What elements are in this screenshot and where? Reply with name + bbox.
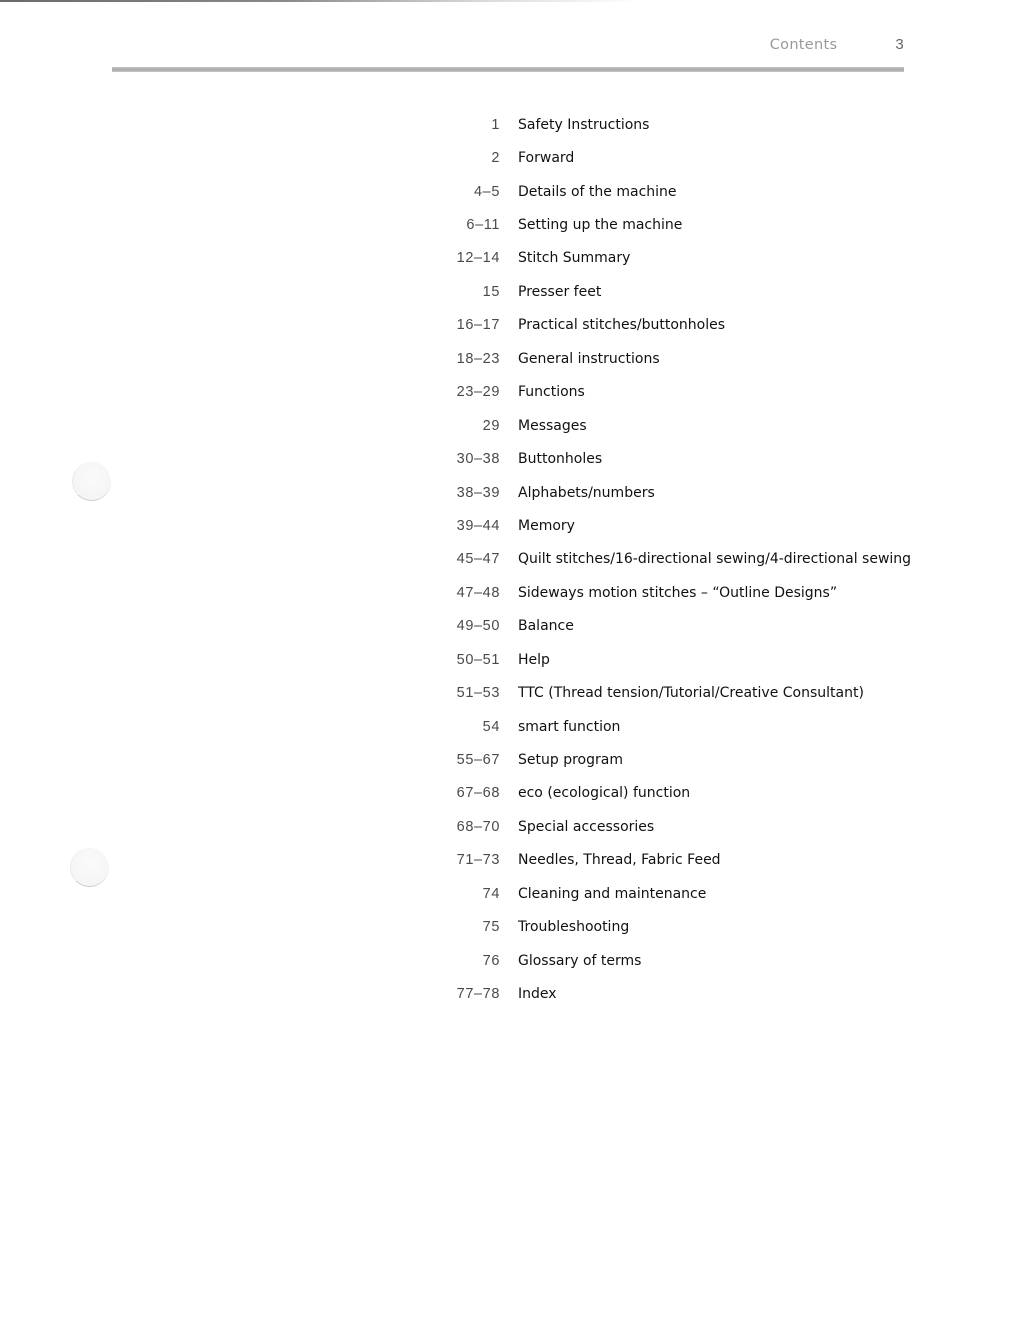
- table-of-contents: [420, 108, 940, 1011]
- toc-entry-title: smart function: [518, 718, 621, 735]
- toc-entry-title: Help: [518, 651, 550, 668]
- toc-entry-title: Forward: [518, 150, 575, 167]
- toc-entry-title: Memory: [518, 517, 575, 534]
- toc-entry: [420, 509, 940, 542]
- toc-entry: [420, 108, 940, 141]
- toc-page-range: 50–51: [456, 651, 500, 668]
- toc-entry: [420, 911, 940, 944]
- header-rule: [112, 67, 904, 72]
- toc-entry-title: Practical stitches/buttonholes: [518, 317, 725, 334]
- punch-hole: [72, 462, 111, 501]
- toc-page-range: 2: [491, 150, 500, 167]
- toc-page-range: 77–78: [456, 986, 500, 1003]
- toc-page-range: 49–50: [456, 618, 500, 635]
- toc-entry: [420, 208, 940, 241]
- toc-entry-title: Functions: [518, 384, 585, 401]
- toc-entry: [420, 476, 940, 509]
- toc-page-range: 16–17: [456, 317, 500, 334]
- toc-entry: [420, 810, 940, 843]
- toc-entry-title: Quilt stitches/16-directional sewing/4-directional sewing: [518, 551, 912, 568]
- toc-entry: [420, 610, 940, 643]
- toc-entry: [420, 175, 940, 208]
- toc-entry: [420, 710, 940, 743]
- toc-page-range: 23–29: [456, 384, 500, 401]
- toc-page-range: 29: [482, 417, 500, 434]
- toc-entry-title: Glossary of terms: [518, 952, 642, 969]
- toc-page-range: 51–53: [456, 685, 500, 702]
- toc-page-range: 71–73: [456, 852, 500, 869]
- toc-entry-title: Buttonholes: [518, 451, 603, 468]
- toc-entry: [420, 442, 940, 475]
- toc-page-range: 55–67: [456, 752, 500, 769]
- toc-page-range: 74: [482, 885, 500, 902]
- toc-entry: [420, 977, 940, 1010]
- section-title: Contents: [769, 37, 838, 53]
- toc-entry: [420, 376, 940, 409]
- toc-page-range: 18–23: [456, 350, 500, 367]
- toc-page-range: 39–44: [456, 517, 500, 534]
- toc-entry: [420, 844, 940, 877]
- toc-page-range: 6–11: [466, 217, 500, 234]
- toc-entry-title: Cleaning and maintenance: [518, 885, 707, 902]
- toc-entry-title: Details of the machine: [518, 183, 677, 200]
- toc-entry-title: General instructions: [518, 350, 660, 367]
- toc-entry: [420, 409, 940, 442]
- toc-entry-title: eco (ecological) function: [518, 785, 691, 802]
- toc-page-range: 4–5: [474, 183, 500, 200]
- toc-entry: [420, 576, 940, 609]
- toc-entry-title: Safety Instructions: [518, 116, 650, 133]
- toc-entry-title: Alphabets/numbers: [518, 484, 655, 501]
- toc-page-range: 47–48: [456, 584, 500, 601]
- toc-entry: [420, 743, 940, 776]
- running-head: [770, 36, 904, 53]
- toc-entry-title: Messages: [518, 417, 587, 434]
- toc-entry: [420, 676, 940, 709]
- toc-entry-title: Setting up the machine: [518, 217, 683, 234]
- toc-entry: [420, 242, 940, 275]
- toc-page-range: 68–70: [456, 818, 500, 835]
- toc-page-range: 1: [491, 116, 500, 133]
- toc-entry-title: Stitch Summary: [518, 250, 631, 267]
- toc-page-range: 75: [482, 919, 500, 936]
- toc-page-range: 30–38: [456, 451, 500, 468]
- scan-edge: [0, 0, 640, 2]
- toc-page-range: 12–14: [456, 250, 500, 267]
- toc-entry-title: Presser feet: [518, 283, 602, 300]
- toc-page-range: 15: [482, 283, 500, 300]
- toc-page-range: 38–39: [456, 484, 500, 501]
- toc-page-range: 76: [482, 952, 500, 969]
- toc-entry-title: Special accessories: [518, 818, 655, 835]
- toc-entry-title: Sideways motion stitches – “Outline Designs”: [518, 584, 838, 601]
- toc-entry: [420, 543, 940, 576]
- toc-page-range: 54: [482, 718, 500, 735]
- toc-entry: [420, 643, 940, 676]
- toc-entry: [420, 141, 940, 174]
- toc-page-range: 67–68: [456, 785, 500, 802]
- toc-entry-title: Needles, Thread, Fabric Feed: [518, 852, 721, 869]
- toc-entry-title: Index: [518, 986, 557, 1003]
- toc-entry: [420, 309, 940, 342]
- toc-page-range: 45–47: [456, 551, 500, 568]
- toc-entry: [420, 777, 940, 810]
- punch-hole: [70, 848, 109, 887]
- toc-entry: [420, 877, 940, 910]
- toc-entry-title: TTC (Thread tension/Tutorial/Creative Consultant): [518, 685, 864, 702]
- toc-entry: [420, 944, 940, 977]
- page-number: 3: [895, 36, 904, 53]
- toc-entry-title: Balance: [518, 618, 574, 635]
- toc-entry: [420, 342, 940, 375]
- toc-entry: [420, 275, 940, 308]
- toc-entry-title: Troubleshooting: [518, 919, 630, 936]
- toc-entry-title: Setup program: [518, 752, 623, 769]
